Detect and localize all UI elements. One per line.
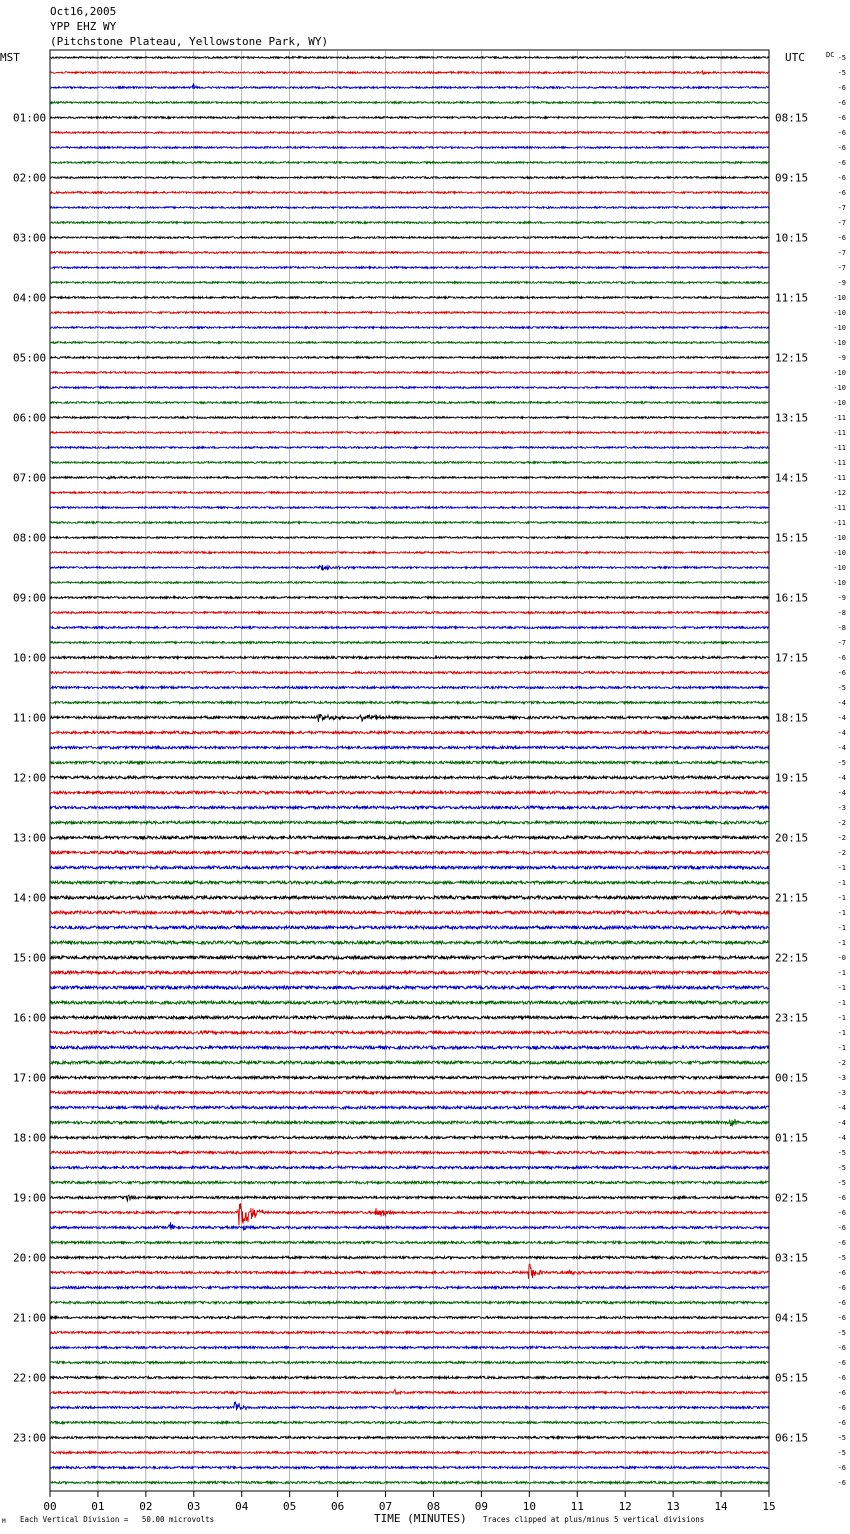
utc-hour-label: 22:15	[775, 951, 809, 965]
dc-offset-label: -6	[837, 1374, 846, 1382]
dc-offset-label: -8	[837, 609, 846, 617]
dc-offset-label: -6	[837, 1359, 846, 1367]
seismic-trace	[50, 731, 769, 734]
dc-offset-label: -11	[833, 504, 846, 512]
mst-hour-label: 09:00	[13, 591, 47, 605]
seismic-trace	[50, 1436, 769, 1438]
seismic-trace	[50, 881, 769, 884]
seismic-trace	[50, 417, 769, 419]
x-tick-label: 06	[330, 1500, 345, 1513]
seismic-trace	[50, 1466, 769, 1468]
dc-offset-label: -10	[833, 564, 846, 572]
seismic-trace	[50, 507, 769, 509]
seismic-trace	[50, 552, 769, 554]
plot-frame	[50, 50, 769, 1491]
dc-offset-label: -1	[837, 924, 846, 932]
seismic-trace	[50, 1181, 769, 1184]
x-tick-label: 11	[570, 1500, 584, 1513]
mst-hour-label: 02:00	[13, 171, 47, 185]
dc-offset-label: -5	[837, 1254, 846, 1262]
seismic-trace	[50, 357, 769, 359]
dc-offset-label: -6	[837, 1479, 846, 1487]
dc-offset-label: -5	[837, 684, 846, 692]
dc-offset-label: -1	[837, 864, 846, 872]
dc-offset-label: -1	[837, 879, 846, 887]
dc-offset-label: -3	[837, 804, 846, 812]
dc-offset-label: -7	[837, 204, 846, 212]
dc-offset-label: -10	[833, 309, 846, 317]
seismic-trace	[50, 57, 769, 59]
dc-offset-label: -9	[837, 354, 846, 362]
dc-offset-label: -5	[837, 759, 846, 767]
dc-offset-label: -5	[837, 1449, 846, 1457]
seismic-trace	[50, 102, 769, 104]
dc-offset-label: -6	[837, 1209, 846, 1217]
seismic-trace	[50, 836, 769, 839]
utc-hour-label: 17:15	[775, 651, 809, 665]
mst-hour-label: 22:00	[13, 1371, 47, 1385]
seismic-trace	[50, 447, 769, 449]
dc-offset-label: -6	[837, 84, 846, 92]
dc-offset-label: -8	[837, 624, 846, 632]
dc-offset-label: -10	[833, 549, 846, 557]
station-label: YPP EHZ WY	[50, 20, 117, 33]
seismic-trace	[50, 1166, 769, 1169]
seismic-trace	[50, 821, 769, 824]
dc-offset-label: -6	[837, 654, 846, 662]
dc-offset-label: -4	[837, 744, 846, 752]
dc-offset-label: -5	[837, 1329, 846, 1337]
utc-hour-label: 12:15	[775, 351, 809, 365]
seismic-trace	[50, 1264, 769, 1279]
seismic-trace	[50, 267, 769, 269]
dc-offset-label: -6	[837, 1464, 846, 1472]
dc-offset-label: -7	[837, 264, 846, 272]
dc-label: DC	[826, 51, 835, 59]
seismic-trace	[50, 1361, 769, 1363]
dc-offset-label: -1	[837, 1029, 846, 1037]
seismic-trace	[50, 1389, 769, 1394]
x-tick-label: 10	[522, 1500, 536, 1513]
seismic-trace	[50, 1031, 769, 1034]
seismic-trace	[50, 1136, 769, 1139]
dc-offset-label: -4	[837, 714, 846, 722]
dc-offset-label: -4	[837, 1134, 846, 1142]
dc-offset-label: -6	[837, 234, 846, 242]
location-label: (Pitchstone Plateau, Yellowstone Park, WY)	[50, 35, 329, 48]
dc-offset-label: -1	[837, 1014, 846, 1022]
seismic-trace	[50, 537, 769, 539]
dc-offset-label: -5	[837, 69, 846, 77]
seismic-trace	[50, 582, 769, 584]
seismic-trace	[50, 971, 769, 974]
dc-offset-label: -1	[837, 969, 846, 977]
mst-hour-label: 17:00	[13, 1071, 47, 1085]
seismic-trace	[50, 462, 769, 464]
seismic-trace	[50, 1119, 769, 1126]
utc-hour-label: 11:15	[775, 291, 809, 305]
dc-offset-label: -6	[837, 1194, 846, 1202]
utc-axis-title: UTC	[785, 51, 805, 64]
seismic-trace	[50, 1076, 769, 1079]
seismic-trace	[50, 342, 769, 344]
dc-offset-label: -10	[833, 324, 846, 332]
seismic-trace	[50, 327, 769, 329]
seismic-trace	[50, 312, 769, 314]
seismic-trace	[50, 565, 769, 570]
mst-hour-label: 19:00	[13, 1191, 47, 1205]
seismic-trace	[50, 791, 769, 794]
dc-offset-label: -11	[833, 444, 846, 452]
dc-offset-label: -6	[837, 1239, 846, 1247]
utc-hour-label: 00:15	[775, 1071, 809, 1085]
seismic-trace	[50, 1256, 769, 1258]
seismic-trace	[50, 476, 769, 479]
mst-axis-title: MST	[0, 51, 20, 64]
seismic-trace	[50, 372, 769, 374]
clip-note: Traces clipped at plus/minus 5 vertical divisions	[483, 1515, 705, 1524]
dc-offset-label: -12	[833, 489, 846, 497]
x-tick-label: 00	[43, 1500, 57, 1513]
dc-offset-label: -2	[837, 834, 846, 842]
utc-hour-label: 14:15	[775, 471, 809, 485]
mst-hour-label: 10:00	[13, 651, 47, 665]
seismic-trace	[50, 1105, 769, 1109]
dc-offset-label: -1	[837, 939, 846, 947]
dc-offset-label: -10	[833, 534, 846, 542]
dc-offset-label: -4	[837, 774, 846, 782]
seismic-trace	[50, 177, 769, 179]
mst-hour-label: 05:00	[13, 351, 47, 365]
seismic-trace	[50, 642, 769, 644]
seismic-trace	[50, 896, 769, 899]
seismic-trace	[50, 1481, 769, 1483]
dc-offset-label: -6	[837, 1404, 846, 1412]
dc-offset-label: -5	[837, 1179, 846, 1187]
dc-offset-label: -10	[833, 399, 846, 407]
seismic-trace	[50, 1376, 769, 1378]
dc-offset-label: -11	[833, 519, 846, 527]
dc-offset-label: -6	[837, 1269, 846, 1277]
seismic-trace	[50, 432, 769, 434]
dc-offset-label: -4	[837, 1104, 846, 1112]
mst-hour-label: 13:00	[13, 831, 47, 845]
label-group	[0, 51, 846, 1525]
x-tick-label: 08	[426, 1500, 441, 1513]
seismic-trace	[50, 162, 769, 164]
seismic-trace	[50, 252, 769, 254]
seismic-trace	[50, 522, 769, 524]
dc-offset-label: -7	[837, 219, 846, 227]
mst-hour-label: 04:00	[13, 291, 47, 305]
mst-hour-label: 08:00	[13, 531, 47, 545]
seismic-trace	[50, 147, 769, 149]
seismic-trace	[50, 222, 769, 224]
dc-offset-label: -1	[837, 984, 846, 992]
x-tick-label: 05	[283, 1500, 297, 1513]
x-tick-label: 12	[618, 1500, 632, 1513]
x-tick-label: 14	[714, 1500, 728, 1513]
seismic-trace	[50, 492, 769, 494]
seismic-trace	[50, 701, 769, 703]
seismic-trace	[50, 656, 769, 658]
date-label: Oct16,2005	[50, 5, 117, 18]
dc-offset-label: -10	[833, 369, 846, 377]
dc-offset-label: -6	[837, 174, 846, 182]
dc-offset-label: -5	[837, 1434, 846, 1442]
utc-hour-label: 19:15	[775, 771, 809, 785]
dc-offset-label: -6	[837, 1284, 846, 1292]
dc-offset-label: -5	[837, 54, 846, 62]
seismic-trace	[50, 686, 769, 688]
dc-offset-label: -1	[837, 999, 846, 1007]
seismic-trace	[50, 671, 769, 673]
mst-hour-label: 06:00	[13, 411, 47, 425]
seismic-trace	[50, 926, 769, 929]
seismic-trace	[50, 1346, 769, 1348]
dc-offset-label: -1	[837, 909, 846, 917]
seismic-trace	[50, 627, 769, 629]
dc-offset-label: -6	[837, 159, 846, 167]
utc-hour-label: 10:15	[775, 231, 809, 245]
seismic-trace	[50, 237, 769, 239]
seismic-trace	[50, 911, 769, 914]
dc-offset-label: -10	[833, 294, 846, 302]
x-tick-label: 04	[235, 1500, 249, 1513]
scale-note: Each Vertical Division = 50.00 microvolts	[20, 1515, 215, 1524]
x-tick-label: 15	[762, 1500, 776, 1513]
dc-offset-label: -9	[837, 279, 846, 287]
dc-offset-label: -11	[833, 459, 846, 467]
seismic-trace	[50, 192, 769, 194]
seismic-trace	[50, 956, 769, 959]
dc-offset-label: -6	[837, 1344, 846, 1352]
utc-hour-label: 05:15	[775, 1371, 809, 1385]
x-tick-label: 09	[474, 1500, 489, 1513]
dc-offset-label: -5	[837, 1164, 846, 1172]
dc-offset-label: -6	[837, 99, 846, 107]
utc-hour-label: 01:15	[775, 1131, 809, 1145]
seismic-trace	[50, 866, 769, 869]
dc-offset-label: -11	[833, 474, 846, 482]
utc-hour-label: 06:15	[775, 1431, 809, 1445]
seismic-trace	[50, 282, 769, 284]
utc-hour-label: 15:15	[775, 531, 809, 545]
dc-offset-label: -10	[833, 384, 846, 392]
seismic-trace	[50, 1061, 769, 1064]
mst-hour-label: 03:00	[13, 231, 47, 245]
utc-hour-label: 21:15	[775, 891, 809, 905]
seismic-trace	[50, 1151, 769, 1154]
utc-hour-label: 18:15	[775, 711, 809, 725]
dc-offset-label: -7	[837, 639, 846, 647]
mst-hour-label: 15:00	[13, 951, 47, 965]
dc-offset-label: -5	[837, 1149, 846, 1157]
seismic-trace	[50, 1222, 769, 1230]
mst-hour-label: 14:00	[13, 891, 47, 905]
dc-offset-label: -6	[837, 1314, 846, 1322]
dc-offset-label: -6	[837, 1224, 846, 1232]
seismic-trace	[50, 1316, 769, 1318]
mst-hour-label: 21:00	[13, 1311, 47, 1325]
x-tick-label: 02	[139, 1500, 153, 1513]
dc-offset-label: -2	[837, 1059, 846, 1067]
x-tick-label: 07	[378, 1500, 393, 1513]
x-tick-label: 01	[91, 1500, 105, 1513]
utc-hour-label: 09:15	[775, 171, 809, 185]
seismic-trace	[50, 806, 769, 809]
corner-mark: M	[2, 1518, 6, 1525]
seismic-trace	[50, 761, 769, 764]
seismic-trace	[50, 297, 769, 299]
dc-offset-label: -11	[833, 429, 846, 437]
x-tick-label: 03	[187, 1500, 201, 1513]
utc-hour-label: 23:15	[775, 1011, 809, 1025]
dc-offset-label: -6	[837, 669, 846, 677]
dc-offset-label: -1	[837, 894, 846, 902]
dc-offset-label: -4	[837, 729, 846, 737]
dc-offset-label: -6	[837, 114, 846, 122]
seismic-trace	[50, 746, 769, 749]
seismic-trace	[50, 387, 769, 389]
seismic-trace	[50, 1001, 769, 1004]
seismic-trace	[50, 612, 769, 614]
mst-hour-label: 07:00	[13, 471, 47, 485]
mst-hour-label: 18:00	[13, 1131, 47, 1145]
utc-hour-label: 13:15	[775, 411, 809, 425]
mst-hour-label: 16:00	[13, 1011, 47, 1025]
seismic-trace	[50, 117, 769, 119]
seismic-trace	[50, 84, 769, 89]
seismic-trace	[50, 851, 769, 854]
mst-hour-label: 20:00	[13, 1251, 47, 1265]
seismic-trace	[50, 1241, 769, 1243]
seismic-trace	[50, 1451, 769, 1453]
dc-offset-label: -0	[837, 954, 846, 962]
dc-offset-label: -10	[833, 339, 846, 347]
dc-offset-label: -7	[837, 249, 846, 257]
seismic-trace	[50, 1195, 769, 1201]
seismic-trace	[50, 1016, 769, 1019]
dc-offset-label: -4	[837, 699, 846, 707]
x-axis-title: TIME (MINUTES)	[374, 1512, 467, 1525]
dc-offset-label: -6	[837, 1299, 846, 1307]
dc-offset-label: -9	[837, 594, 846, 602]
seismic-trace	[50, 1286, 769, 1288]
seismic-trace	[50, 1331, 769, 1333]
utc-hour-label: 04:15	[775, 1311, 809, 1325]
mst-hour-label: 12:00	[13, 771, 47, 785]
dc-offset-label: -2	[837, 819, 846, 827]
utc-hour-label: 02:15	[775, 1191, 809, 1205]
utc-hour-label: 20:15	[775, 831, 809, 845]
seismic-trace	[50, 1203, 769, 1225]
seismic-trace	[50, 1091, 769, 1094]
seismic-trace	[50, 70, 769, 74]
seismic-trace	[50, 207, 769, 209]
mst-hour-label: 01:00	[13, 111, 47, 125]
seismic-trace	[50, 132, 769, 134]
seismic-trace	[50, 1421, 769, 1423]
seismic-trace	[50, 986, 769, 989]
utc-hour-label: 03:15	[775, 1251, 809, 1265]
seismic-trace	[50, 1046, 769, 1049]
seismic-trace	[50, 1402, 769, 1410]
dc-offset-label: -2	[837, 849, 846, 857]
seismic-trace	[50, 776, 769, 779]
mst-hour-label: 11:00	[13, 711, 47, 725]
seismic-trace	[50, 714, 769, 722]
seismic-trace	[50, 597, 769, 599]
dc-offset-label: -6	[837, 144, 846, 152]
dc-offset-label: -6	[837, 1389, 846, 1397]
dc-offset-label: -6	[837, 129, 846, 137]
seismic-trace	[50, 402, 769, 404]
dc-offset-label: -10	[833, 579, 846, 587]
dc-offset-label: -11	[833, 414, 846, 422]
dc-offset-label: -1	[837, 1044, 846, 1052]
utc-hour-label: 16:15	[775, 591, 809, 605]
mst-hour-label: 23:00	[13, 1431, 47, 1445]
dc-offset-label: -6	[837, 1419, 846, 1427]
dc-offset-label: -3	[837, 1089, 846, 1097]
dc-offset-label: -3	[837, 1074, 846, 1082]
dc-offset-label: -4	[837, 789, 846, 797]
utc-hour-label: 08:15	[775, 111, 809, 125]
dc-offset-label: -6	[837, 189, 846, 197]
x-tick-label: 13	[666, 1500, 680, 1513]
dc-offset-label: -4	[837, 1119, 846, 1127]
seismic-trace	[50, 941, 769, 944]
trace-group	[50, 57, 769, 1484]
seismic-trace	[50, 1301, 769, 1303]
